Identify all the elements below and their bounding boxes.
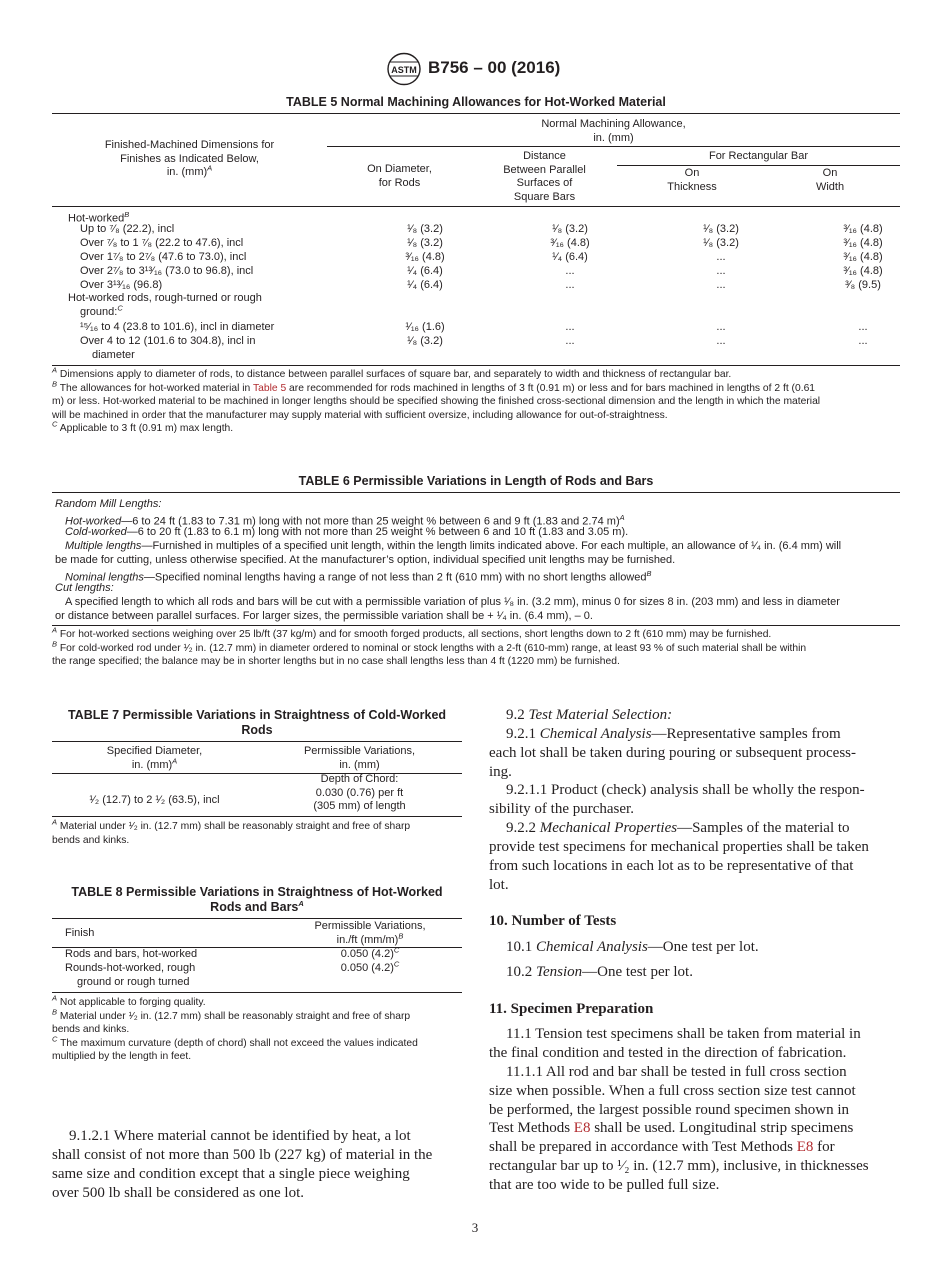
table5-link[interactable]: Table 5 [252,382,287,394]
table5-col1-header: Finished-Machined Dimensions for Finishes as Indicated Below, in. (mm)$^A$ [104,139,275,178]
table6-bottom-rule [52,625,900,626]
table5-caption: TABLE 5 Normal Machining Allowances for Hot-Worked Material [286,95,666,109]
table6-random-label: Random Mill Lengths: [55,498,162,510]
table5-group2-label: Hot-worked rods, rough-turned or rough ground:$^C$ [68,292,262,318]
table-row: Over 4 to 12 (101.6 to 304.8), incl in ¹⁄₈ (3.2) ... ... ... [80,335,868,347]
table-row: ground or rough turned [77,976,190,988]
section-9-2-1-1: 9.2.1.1 Product (check) analysis shall be wholly the respon- [506,782,865,798]
table5-group-rule [327,146,900,147]
table7-col2-header: Permissible Variations, in. (mm) [303,745,416,771]
table6-cut-label: Cut lengths: [55,582,114,594]
table8-caption: TABLE 8 Permissible Variations in Straightness of Hot-Worked Rods and Bars$^A$ [71,885,443,914]
table6-nominal-lengths: Nominal lengths—Specified nominal lengths having a range of not less than 2 ft (610 mm) with no short lengths allowed$^B$ [65,569,652,584]
section-10-1: 10.1 Chemical Analysis—One test per lot. [506,939,759,955]
table-row: Over 1⁷⁄₈ to 2⁷⁄₈ (47.6 to 73.0), incl ³⁄₁₆ (4.8) ¹⁄₄ (6.4) ... ³⁄₁₆ (4.8) [80,251,883,263]
table-row: Rounds-hot-worked, rough 0.050 $(4.2)^C$ [65,959,400,974]
section-11-1-1: 11.1.1 All rod and bar shall be tested in full cross section [506,1064,847,1080]
section-11-heading: 11. Specimen Preparation [489,1001,654,1017]
table6-multiple-lengths-cont: be made for cutting, unless otherwise specified. At the manufacturer’s option, individual specified unit lengths may be furnished. [55,554,676,566]
table-row: Over 2⁷⁄₈ to 3¹³⁄₁₆ (73.0 to 96.8), incl ¹⁄₄ (6.4) ... ... ³⁄₁₆ (4.8) [80,265,883,277]
section-11-1: 11.1 Tension test specimens shall be taken from material in [506,1026,861,1042]
table7-bottom-rule [52,816,462,817]
table7-footnotes: $^A$ Material under ¹⁄₂ in. (12.7 mm) shall be reasonably straight and free of sharp bends and kinks. [52,817,411,846]
table7-row-label: ¹⁄₂ (12.7) to 2 ¹⁄₂ (63.5), incl [89,794,220,806]
table5-top-rule [52,113,900,114]
section-10-2: 10.2 Tension—One test per lot. [506,964,693,980]
table5-group1-label: Hot-worked$^B$ [68,210,130,225]
table8-col1-header: Finish [65,927,95,939]
table6-footnotes: $^A$ For hot-worked sections weighing over 25 lb/ft (37 kg/m) and for smooth forged products, all sections, short lengths down to 2 ft (610 mm) may be furnished. $^B$ For cold-worked rod under ¹⁄₂ in. (12.7 mm) in diameter ordered to nominal or stock lengths with a 2-ft (610-mm) range, at least 93 % of such material shall be within the range specified; the balance may be in shorter lengths but in no case shall lengths less than 4 ft (1220 mm) be furnished. [52,625,807,667]
page-number: 3 [471,1220,479,1235]
section-10-heading: 10. Number of Tests [489,913,617,929]
table8-footnotes: $^A$ Not applicable to forging quality. $^B$ Material under ¹⁄₂ in. (12.7 mm) shall be reasonably straight and free of sharp bends and kinks. $^C$ The maximum curvature (depth of chord) shall not exceed the values indicated multiplied by the length in feet. [52,993,418,1062]
table8-bottom-rule [52,992,462,993]
table5-group-header: Normal Machining Allowance, in. (mm) [541,118,686,144]
table6-top-rule [52,492,900,493]
table5-bottom-rule [52,365,900,366]
table6-cut-line2: or distance between parallel surfaces. For larger sizes, the permissible variation shall be + ¹⁄₄ in. (6.4 mm), – 0. [55,610,593,622]
table7-top-rule [52,741,462,742]
table6-cut-line1: A specified length to which all rods and bars will be cut with a permissible variation of plus ¹⁄₈ in. (3.2 mm), minus 0 for sizes 8 in. (203 mm) and less in diameter [65,596,840,608]
table5-footnotes: $^A$ Dimensions apply to diameter of rods, to distance between parallel surfaces of square bar, and separately to width and thickness of rectangular bar. $^B$ The allowances for hot-worked material in Table 5 are recommended for rods machined in lengths of 3 ft (0.91 m) or less and for bars machined in lengths of 2 ft (0.61 m) or less. Hot-worked material to be machined in longer lengths should be specified showing the finished cross-sectional dimension and the length in which the material will be machined in order that the manufacturer may supply material with sufficient oversize, including allowance for out-of-straightness. $^C$ Applicable to 3 ft (0.91 m) max length. [52,365,821,434]
table7-row-value: Depth of Chord: 0.030 (0.76) per ft (305 mm) of length [313,773,406,812]
table5-col2-header: On Diameter, for Rods [367,163,432,189]
table-row: ¹⁵⁄₁₆ to 4 (23.8 to 101.6), incl in diameter ¹⁄₁₆ (1.6) ... ... ... [80,321,868,333]
section-9-2-1: 9.2.1 Chemical Analysis—Representative samples from [506,726,841,742]
table7-caption: TABLE 7 Permissible Variations in Straightness of Cold-Worked Rods [67,708,447,737]
table5-rect-rule [617,165,900,166]
table8-col2-header: Permissible Variations, in./ft $(mm/m)^B$ [314,920,426,946]
table5-col3-header: Distance Between Parallel Surfaces of Square Bars [503,150,586,203]
table5-header-rule [52,206,900,207]
table5-col5-header: On Width [815,167,845,193]
table6-hot-worked: Hot-worked—6 to 24 ft (1.83 to 7.31 m) long with not more than 25 weight % between 6 and 9 ft (1.83 and 2.74 m)$^A$ [65,513,625,528]
e8-link[interactable]: E8 [796,1139,814,1155]
section-9-2-heading: 9.2 Test Material Selection: [506,707,673,723]
table6-caption: TABLE 6 Permissible Variations in Length of Rods and Bars [298,474,654,488]
table-row: Up to ⁷⁄₈ (22.2), incl ¹⁄₈ (3.2) ¹⁄₈ (3.2) ¹⁄₈ (3.2) ³⁄₁₆ (4.8) [80,223,883,235]
section-9-2-2: 9.2.2 Mechanical Properties—Samples of the material to [506,820,850,836]
e8-link[interactable]: E8 [573,1120,591,1136]
table-row: Rods and bars, hot-worked 0.050 $(4.2)^C$ [65,945,400,960]
table6-multiple-lengths: Multiple lengths—Furnished in multiples of a specified unit length, within the length limits indicated above. For each multiple, an allowance of ¹⁄₄ in. (6.4 mm) will [65,540,842,552]
page-header [0,52,950,88]
logo-text: ASTM [391,65,417,75]
table5-row-continuation: diameter [92,349,135,361]
table7-col1-header: Specified Diameter, in. (mm)$^A$ [106,745,203,771]
table6-cold-worked: Cold-worked—6 to 20 ft (1.83 to 6.1 m) long with not more than 25 weight % between 6 and 10 ft (1.83 and 3.05 m). [65,526,629,538]
astm-logo-icon [386,52,422,86]
table5-col4-header: On Thickness [667,167,717,193]
table8-top-rule [52,918,462,919]
table-row: Over ⁷⁄₈ to 1 ⁷⁄₈ (22.2 to 47.6), incl ¹⁄₈ (3.2) ³⁄₁₆ (4.8) ¹⁄₈ (3.2) ³⁄₁₆ (4.8) [80,237,883,249]
standard-designation: B756 – 00 (2016) [428,58,561,77]
table5-rect-header: For Rectangular Bar [708,150,809,162]
table-row: Over 3¹³⁄₁₆ (96.8) ¹⁄₄ (6.4) ... ... ³⁄₈ (9.5) [80,279,881,291]
